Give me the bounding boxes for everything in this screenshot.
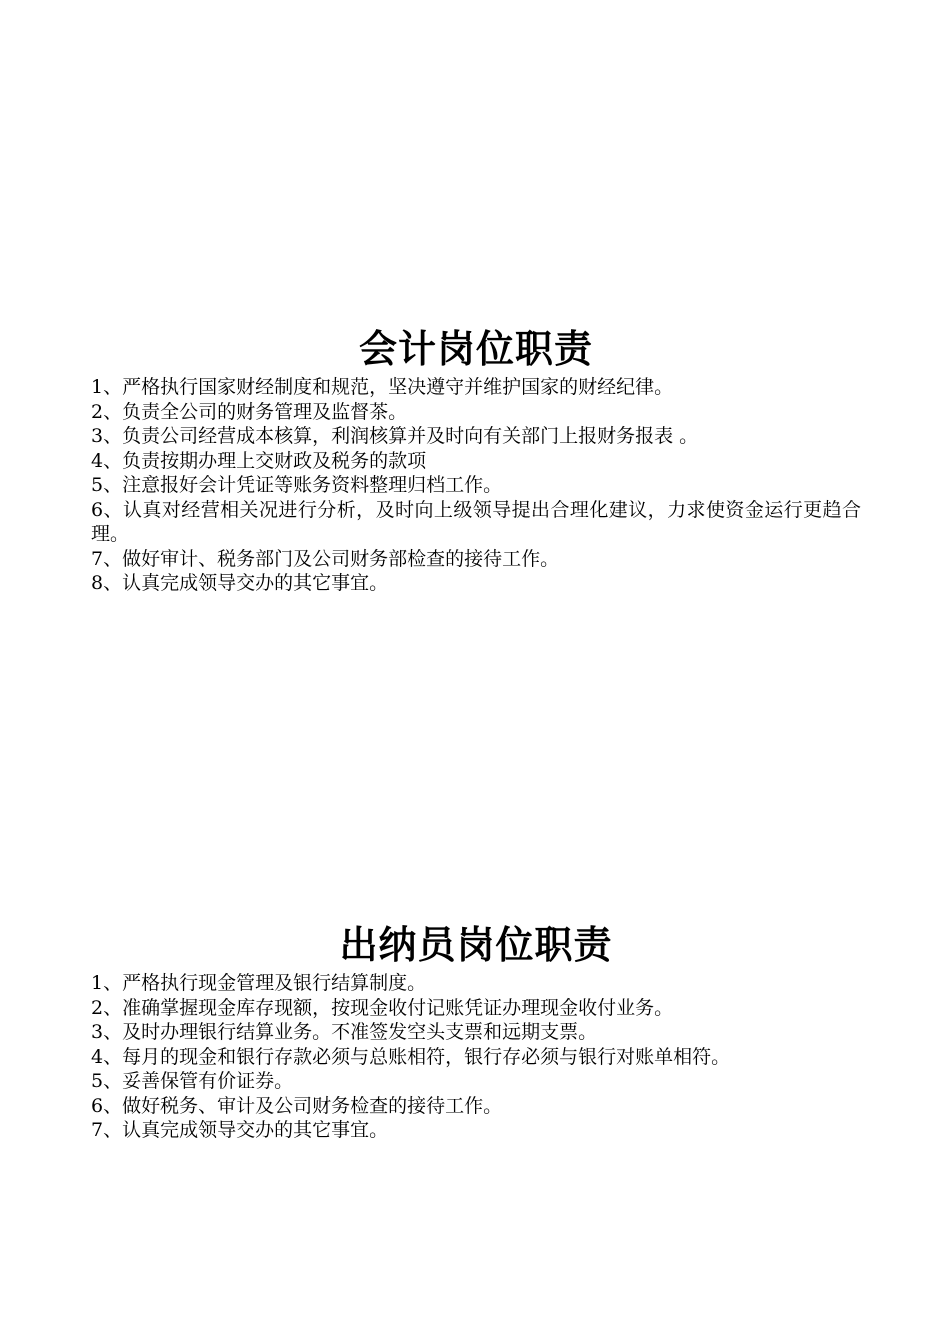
accountant-duties-section (91, 324, 861, 596)
accountant-duty-item: 1、严格执行国家财经制度和规范，坚决遵守并维护国家的财经纪律。 (91, 376, 674, 398)
accountant-duties-list (91, 375, 861, 596)
cashier-duty-item: 1、严格执行现金管理及银行结算制度。 (91, 972, 427, 994)
accountant-duty-item: 6、认真对经营相关况进行分析，及时向上级领导提出合理化建议，力求使资金运行更趋合理。 (91, 498, 861, 545)
accountant-duties-title: 会计岗位职责 (358, 327, 593, 371)
accountant-duty-item: 5、注意报好会计凭证等账务资料整理归档工作。 (91, 474, 503, 496)
cashier-duty-item: 3、及时办理银行结算业务。不准签发空头支票和远期支票。 (91, 1021, 598, 1043)
cashier-duties-section (91, 920, 861, 1143)
cashier-duty-item: 2、准确掌握现金库存现额，按现金收付记账凭证办理现金收付业务。 (91, 996, 674, 1019)
cashier-duties-title: 出纳员岗位职责 (339, 923, 613, 967)
accountant-duty-item: 2、负责全公司的财务管理及监督茶。 (91, 400, 408, 423)
cashier-duty-item: 5、妥善保管有价证券。 (91, 1070, 294, 1092)
accountant-duty-item: 4、负责按期办理上交财政及税务的款项 (91, 449, 427, 472)
accountant-duty-item: 7、做好审计、税务部门及公司财务部检查的接待工作。 (91, 547, 560, 570)
cashier-duty-item: 4、每月的现金和银行存款必须与总账相符，银行存必须与银行对账单相符。 (91, 1045, 731, 1068)
accountant-duty-item: 3、负责公司经营成本核算，利润核算并及时向有关部门上报财务报表 。 (91, 425, 699, 447)
cashier-duty-item: 6、做好税务、审计及公司财务检查的接待工作。 (91, 1094, 503, 1117)
accountant-duty-item: 8、认真完成领导交办的其它事宜。 (91, 572, 389, 594)
cashier-duties-list (91, 971, 861, 1143)
cashier-duty-item: 7、认真完成领导交办的其它事宜。 (91, 1119, 389, 1141)
